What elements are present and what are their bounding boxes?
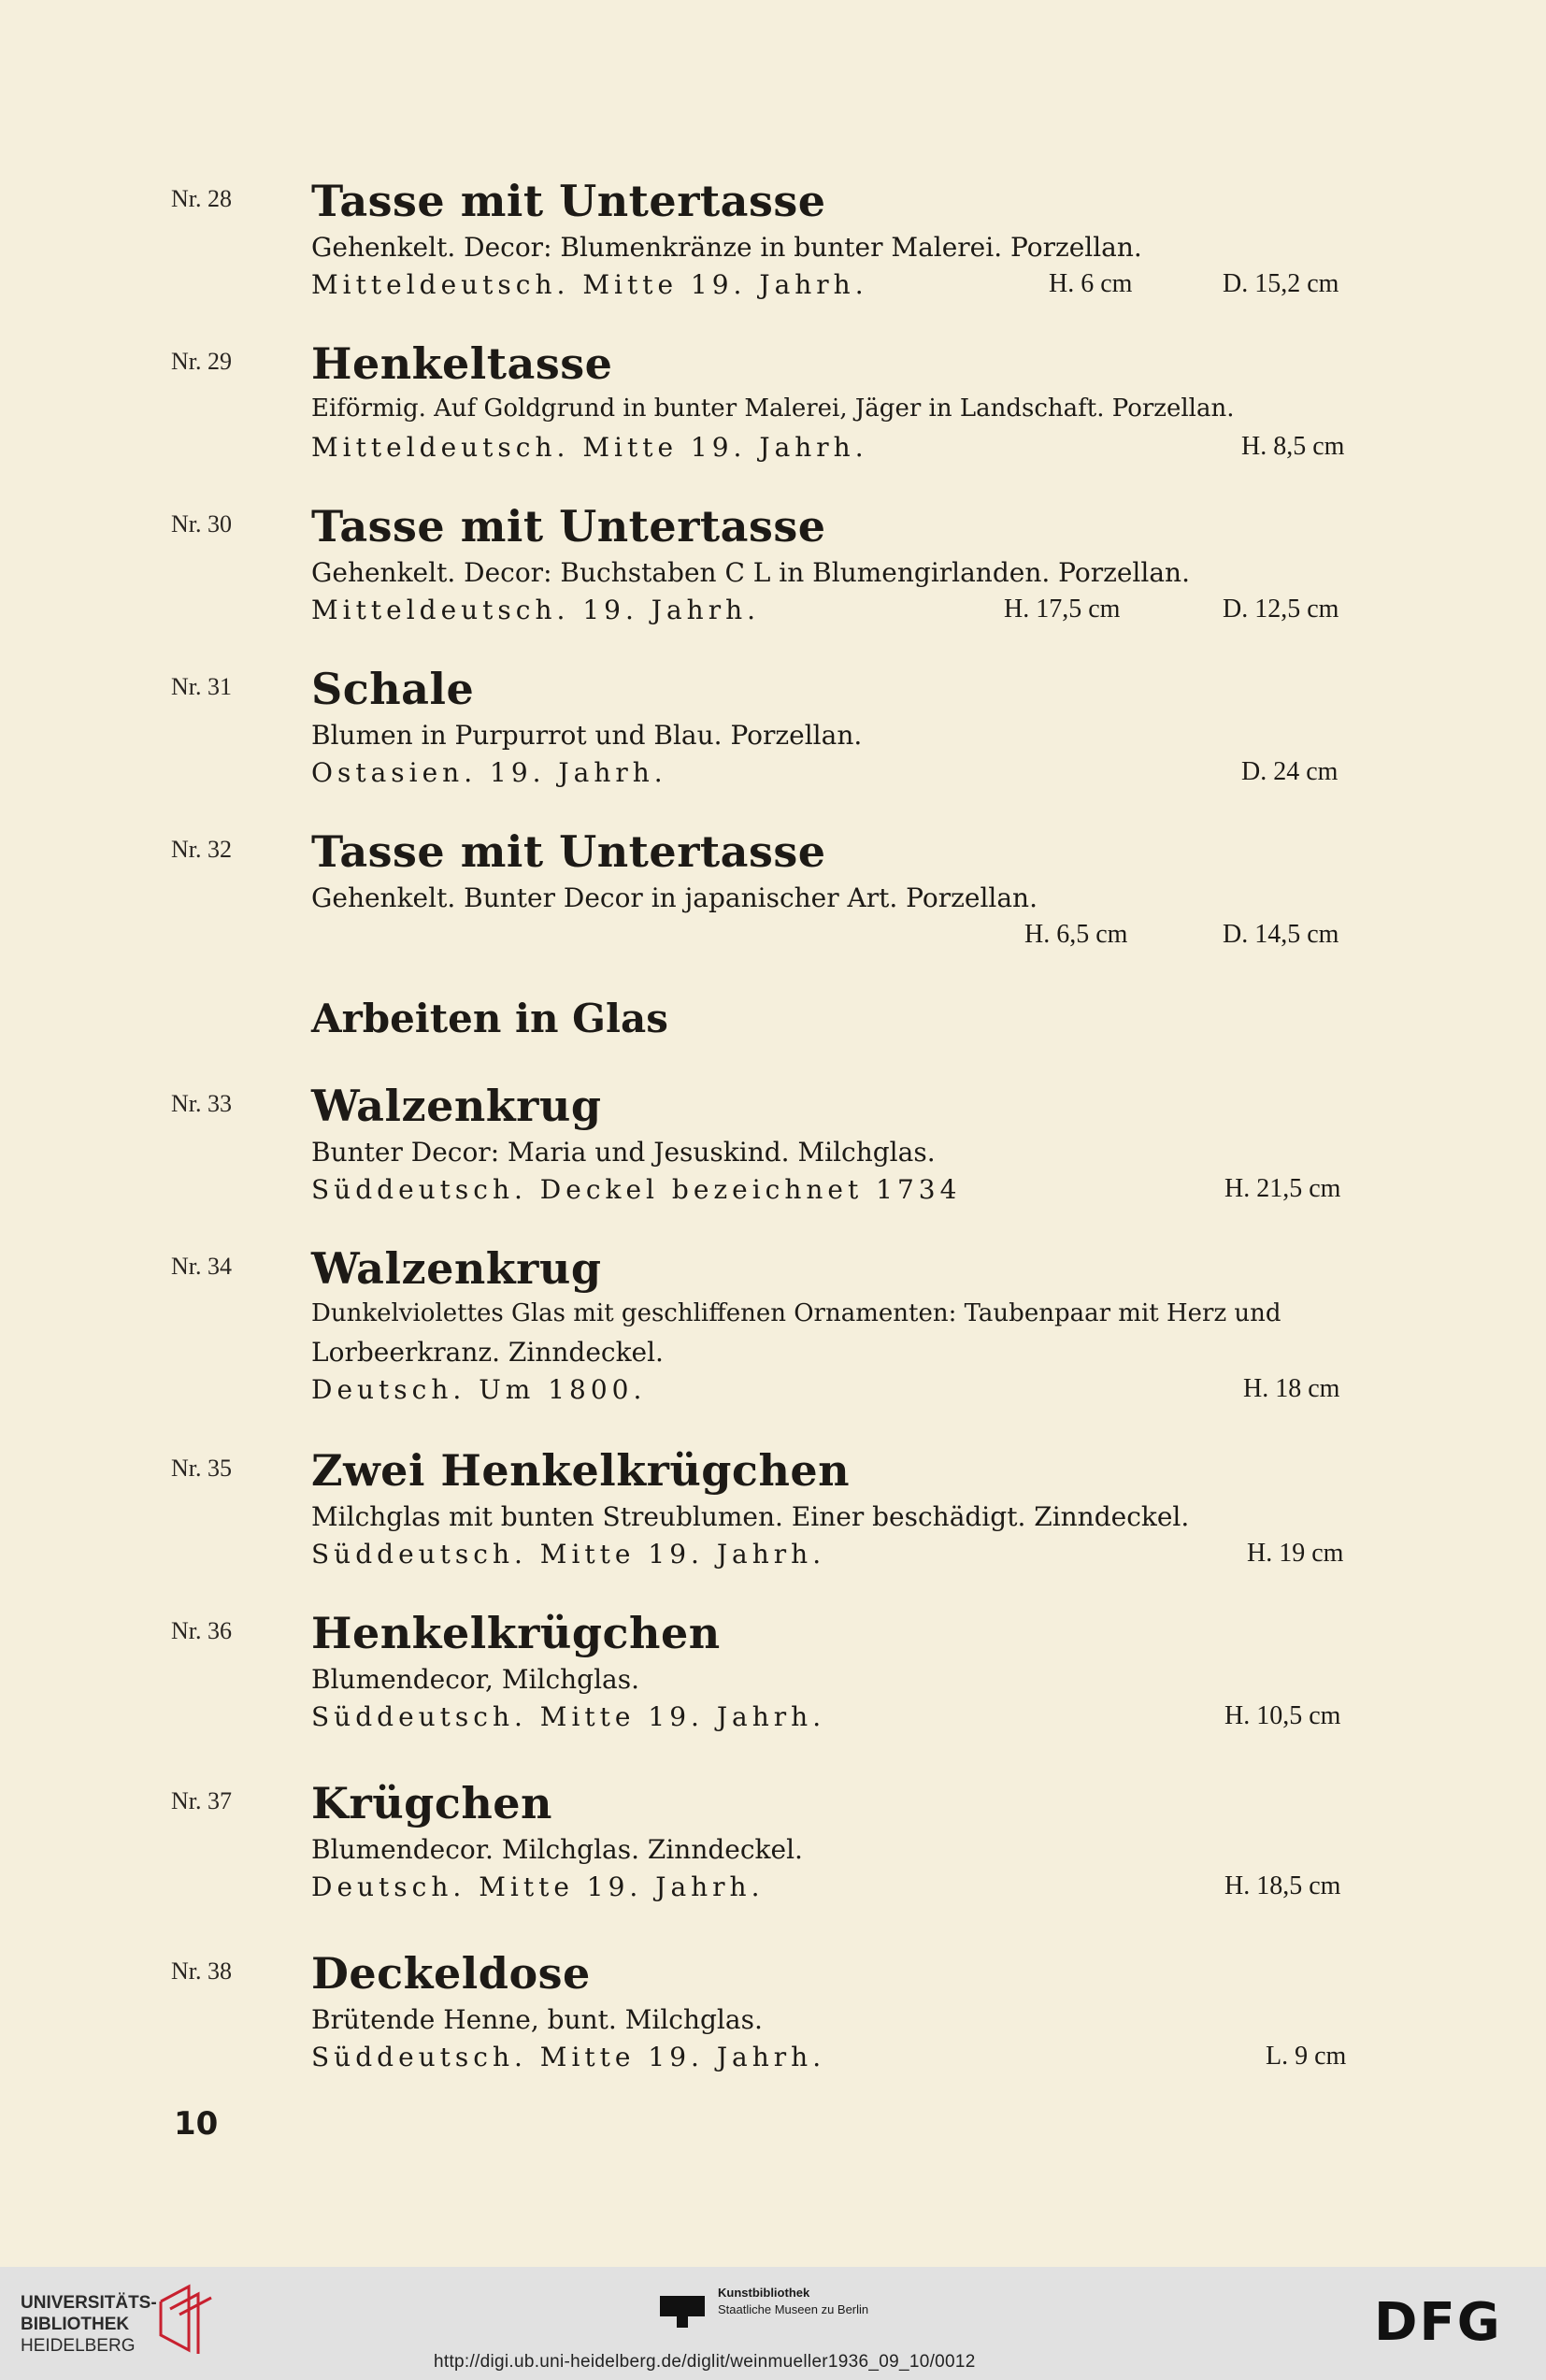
ub-heidelberg-wordmark[interactable]	[21, 2292, 157, 2357]
ub-line-3: HEIDELBERG	[21, 2336, 136, 2356]
entry-origin: Mitteldeutsch. 19. Jahrh.	[311, 595, 761, 625]
entry-origin: Deutsch. Mitte 19. Jahrh.	[311, 1871, 765, 1902]
entry-description: Gehenkelt. Decor: Buchstaben C L in Blumengirlanden. Porzellan.	[311, 557, 1190, 588]
entry-height: H. 8,5 cm	[1241, 432, 1345, 461]
entry-description: Gehenkelt. Decor: Blumenkränze in bunter Malerei. Porzellan.	[311, 232, 1142, 263]
entry-number: Nr. 30	[171, 510, 232, 538]
entry-height: H. 6 cm	[1049, 269, 1133, 298]
entry-height: H. 18 cm	[1243, 1374, 1340, 1403]
ub-book-icon	[157, 2281, 215, 2356]
entry-description: Blumendecor. Milchglas. Zinndeckel.	[311, 1834, 803, 1865]
entry-origin: Mitteldeutsch. Mitte 19. Jahrh.	[311, 269, 868, 300]
entry-height: H. 18,5 cm	[1224, 1871, 1341, 1900]
entry-origin: Süddeutsch. Mitte 19. Jahrh.	[311, 2042, 826, 2072]
entry-number: Nr. 31	[171, 673, 232, 700]
entry-diameter: D. 24 cm	[1241, 757, 1338, 786]
entry-description: Gehenkelt. Bunter Decor in japanischer Art. Porzellan.	[311, 882, 1038, 913]
entry-description: Blumen in Purpurrot und Blau. Porzellan.	[311, 720, 863, 751]
entry-number: Nr. 38	[171, 1957, 232, 1985]
entry-title: Deckeldose	[311, 1948, 591, 1999]
entry-description: Blumendecor, Milchglas.	[311, 1664, 639, 1695]
entry-origin: Deutsch. Um 1800.	[311, 1374, 647, 1405]
entry-title: Walzenkrug	[311, 1243, 602, 1294]
entry-title: Henkelkrügchen	[311, 1608, 721, 1658]
entry-title: Tasse mit Untertasse	[311, 501, 826, 552]
entry-diameter: D. 12,5 cm	[1223, 595, 1339, 624]
entry-title: Krügchen	[311, 1778, 552, 1828]
entry-height: H. 17,5 cm	[1004, 595, 1121, 624]
kunstbibliothek-wordmark[interactable]	[718, 2285, 868, 2318]
entry-height: H. 19 cm	[1247, 1539, 1344, 1568]
entry-number: Nr. 36	[171, 1617, 232, 1644]
section-heading: Arbeiten in Glas	[311, 996, 668, 1041]
entry-description: Bunter Decor: Maria und Jesuskind. Milchglas.	[311, 1137, 936, 1168]
entry-number: Nr. 33	[171, 1090, 232, 1117]
entry-title: Tasse mit Untertasse	[311, 176, 826, 226]
kunstbibliothek-logo-icon	[660, 2288, 705, 2328]
entry-title: Walzenkrug	[311, 1081, 602, 1131]
ub-line-1: UNIVERSITÄTS-	[21, 2293, 157, 2313]
entry-height: H. 10,5 cm	[1224, 1701, 1341, 1730]
entry-number: Nr. 35	[171, 1455, 232, 1482]
entry-title: Henkeltasse	[311, 338, 613, 389]
entry-diameter: D. 14,5 cm	[1223, 920, 1339, 949]
ub-line-2: BIBLIOTHEK	[21, 2315, 130, 2334]
kb-name: Kunstbibliothek	[718, 2286, 810, 2300]
entry-origin: Süddeutsch. Mitte 19. Jahrh.	[311, 1539, 826, 1570]
entry-height: H. 6,5 cm	[1024, 920, 1128, 949]
kb-subtitle: Staatliche Museen zu Berlin	[718, 2302, 869, 2316]
entry-height: H. 21,5 cm	[1224, 1174, 1341, 1203]
entry-description-line1: Dunkelviolettes Glas mit geschliffenen Ornamenten: Taubenpaar mit Herz und	[311, 1299, 1281, 1327]
dfg-logo[interactable]: DFG	[1374, 2292, 1502, 2353]
entry-number: Nr. 28	[171, 185, 232, 212]
entry-description: Milchglas mit bunten Streublumen. Einer beschädigt. Zinndeckel.	[311, 1501, 1190, 1532]
entry-number: Nr. 29	[171, 348, 232, 375]
entry-description: Brütende Henne, bunt. Milchglas.	[311, 2004, 763, 2035]
entry-description: Eiförmig. Auf Goldgrund in bunter Malerei, Jäger in Landschaft. Porzellan.	[311, 394, 1235, 423]
entry-origin: Ostasien. 19. Jahrh.	[311, 757, 667, 788]
entry-title: Tasse mit Untertasse	[311, 826, 826, 877]
entry-number: Nr. 37	[171, 1787, 232, 1814]
entry-origin: Süddeutsch. Mitte 19. Jahrh.	[311, 1701, 826, 1732]
entry-number: Nr. 32	[171, 836, 232, 863]
page-number: 10	[174, 2105, 219, 2143]
entry-origin: Süddeutsch. Deckel bezeichnet 1734	[311, 1174, 962, 1205]
entry-title: Zwei Henkelkrügchen	[311, 1445, 851, 1496]
entry-diameter: D. 15,2 cm	[1223, 269, 1339, 298]
entry-length: L. 9 cm	[1266, 2042, 1347, 2071]
entry-description-line2: Lorbeerkranz. Zinndeckel.	[311, 1337, 664, 1368]
entry-title: Schale	[311, 664, 475, 714]
entry-origin: Mitteldeutsch. Mitte 19. Jahrh.	[311, 432, 868, 463]
permalink-url[interactable]: http://digi.ub.uni-heidelberg.de/diglit/weinmueller1936_09_10/0012	[434, 2352, 976, 2372]
entry-number: Nr. 34	[171, 1253, 232, 1280]
